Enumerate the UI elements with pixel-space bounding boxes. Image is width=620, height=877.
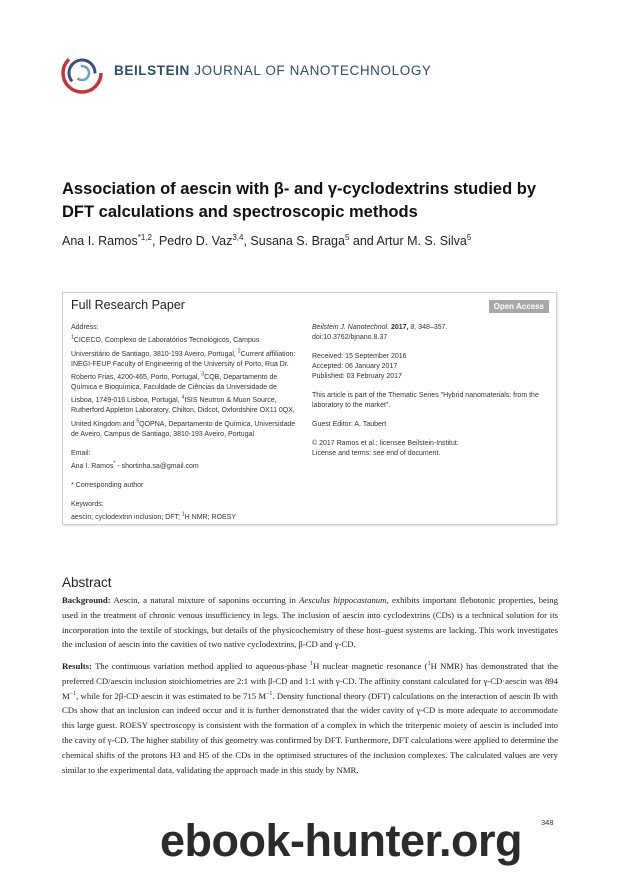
corresponding-note: * Corresponding author <box>71 481 144 489</box>
author-affiliation-marker: 5 <box>466 233 472 242</box>
doi-link[interactable]: doi:10.3762/bjnano.8.37 <box>312 334 388 341</box>
citation: Beilstein J. Nanotechnol. 2017, 8, 348–357. doi:10.3762/bjnano.8.37 <box>312 324 448 341</box>
author-name: Pedro D. Vaz <box>158 234 233 249</box>
abstract-heading: Abstract <box>62 575 112 590</box>
accepted-date: Accepted: 06 January 2017 <box>312 363 398 370</box>
watermark: ebook-hunter.org <box>160 815 522 866</box>
beilstein-logo-icon <box>60 51 104 95</box>
open-access-badge: Open Access <box>489 300 549 313</box>
thematic-series: This article is part of the Thematic Series "Hybrid nanomaterials: from the laboratory to the market". <box>312 392 539 409</box>
paper-title: Association of aescin with β- and γ-cyclodextrins studied by DFT calculations and spectroscopic methods <box>62 180 537 221</box>
abstract-results: Results: The continuous variation method applied to aqueous-phase $^1$H nuclear magnetic resonance ($^1$H NMR) has demonstrated that the preferred CD/aescin inclusion stoichiometries are 2:1 with β-CD and 1:1 with γ-CD. The affinity constant calculated for γ-CD·aescin was 894 $M^{-1}$, while for 2β-CD·aescin it was estimated to be 715 $M^{-1}$. Density functional theory (DFT) calculations on the interaction of aescin Ib with CDs show that an inclusion can indeed occur and it is further demonstrated that the wider cavity of γ-CD is more adequate to accommodate this large guest. ROESY spectroscopy is consistent with the formation of a complex in which the triterpenic moiety of aescin is included into the cavity of γ-CD. The higher stability of this geometry was confirmed by DFT. Furthermore, DFT calculations were applied to determine the chemical shifts of the protons H3 and H5 of the CDs in the optimised structures of the inclusion complexes. The calculated values are very similar to the experimental data, validating the approach made in this study by NMR. <box>62 661 558 775</box>
author-name: Ana I. Ramos <box>62 234 138 249</box>
page-number: 348 <box>541 818 554 827</box>
author-affiliation-marker: 5 <box>344 233 350 242</box>
article-info-box <box>62 292 557 525</box>
abstract-background: Background: Aescin, a natural mixture of saponins occurring in Aesculus hippocastanum, exhibits important flebotonic properties, being used in the treatment of chronic venous insufficiency in legs. The inclusion of aescin into cyclodextrins (CDs) is a technical solution for its incorporation into the textile of stockings, but details of the physicochemistry of these host–guest systems are lacking. This work investigates the inclusion of aescin into the cavities of two native cyclodextrins, β-CD and γ-CD. <box>62 595 558 650</box>
author-name: Artur M. S. Silva <box>376 234 467 249</box>
published-date: Published: 03 February 2017 <box>312 373 402 380</box>
email-label: Email: <box>71 449 91 457</box>
author-list: Ana I. Ramos$^{*1,2}$, Pedro D. Vaz$^{3,4}$, Susana S. Braga$^5$ and Artur M. S. Silva$^5$ <box>62 233 472 249</box>
email[interactable]: Ana I. Ramos* - shortinha.sa@gmail.com <box>71 460 199 470</box>
author-affiliation-marker: 3,4 <box>232 233 244 242</box>
copyright: © 2017 Ramos et al.; licensee Beilstein-Institut. <box>312 440 459 447</box>
article-info-right <box>312 323 552 468</box>
guest-editor: Guest Editor: A. Taubert <box>312 421 387 428</box>
license: License and terms: see end of document. <box>312 450 441 457</box>
received-date: Received: 15 September 2016 <box>312 353 407 360</box>
journal-name: BEILSTEIN JOURNAL OF NANOTECHNOLOGY <box>114 63 432 78</box>
author-name: Susana S. Braga <box>250 234 345 249</box>
address-label: Address: <box>71 324 99 331</box>
keywords: aescin; cyclodextrin inclusion; DFT; $^1$H NMR; ROESY <box>71 511 237 522</box>
article-type: Full Research Paper <box>71 298 185 312</box>
affiliations: $^1$CICECO, Complexo de Laboratórios Tecnológicos, Campus Universitário de Santiago, 3810-193 Aveiro, Portugal, $^2$Current affiliation: INEGI-FEUP Faculty of Engineering of the University of Porto, Rua Dr. Roberto Frias, 4200-465, Porto, Portugal, $^3$CQB, Departamento de Química e Bioquímica, Faculdade de Ciências da Universidade de Lisboa, 1749-016 Lisboa, Portugal, $^4$ISIS Neutron & Muon Source, Rutherford Appleton Laboratory, Chilton, Didcot, Oxfordshire OX11 0QX, United Kingdom and $^5$QOPNA, Departamento de Química, Universidade de Aveiro, Campus de Santiago, 3810-193 Aveiro, Portugal <box>71 335 296 438</box>
article-info-left <box>71 323 299 532</box>
keywords-label: Keywords: <box>71 500 104 508</box>
author-affiliation-marker: *1,2 <box>137 233 152 242</box>
